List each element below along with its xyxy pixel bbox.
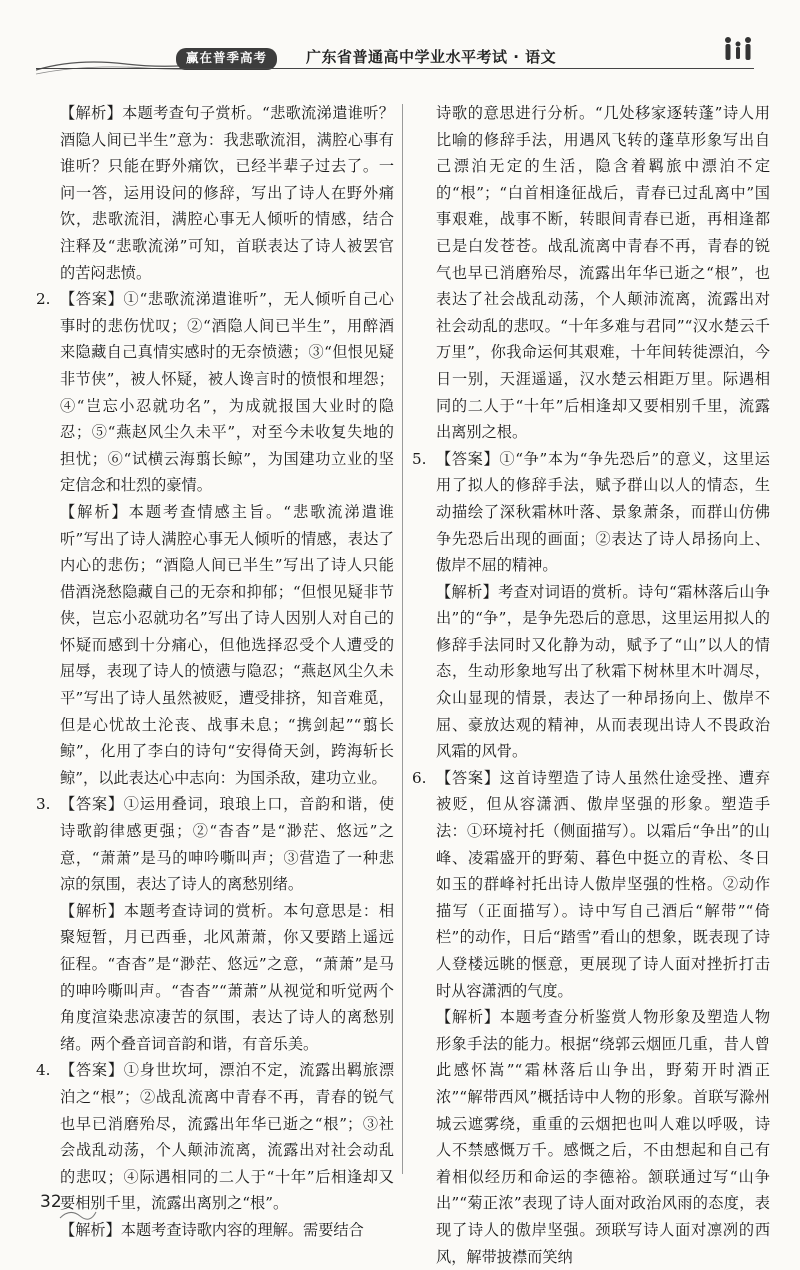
footer-ornament bbox=[58, 1206, 98, 1222]
item-text: 【答案】①身世坎坷，漂泊不定，流露出羁旅漂泊之“根”；②战乱流离中青春不再，青春的锐气也早已消磨殆尽，流露出年华已逝之“根”；③社会战乱动荡，个人颠沛流离，流露出对社会动乱的悲叹；④际遇相同的二人于“十年”后相逢却又要相别千里，流露出离别之“根”。 bbox=[60, 1061, 394, 1213]
column-divider bbox=[402, 104, 403, 1174]
header-rule bbox=[36, 68, 754, 69]
item-number: 6. bbox=[412, 768, 427, 787]
page-number: 32 bbox=[40, 1192, 62, 1212]
family-icon bbox=[720, 34, 756, 70]
item-number: 4. bbox=[36, 1061, 51, 1080]
answer-item bbox=[36, 286, 394, 499]
analysis-paragraph: 【解析】本题考查分析鉴赏人物形象及塑造人物形象手法的能力。根据“绕郭云烟匝几重，昔人曾此感怀嵩”“霜林落后山争出，野菊开时酒正浓”“解带西风”概括诗中人物的形象。首联写滁州城云遮雾绕，重重的云烟把也叫人难以呼吸，诗人不禁感慨万千。感慨之后，不由想起和自己有着相似经历和命运的李德裕。颔联通过写“山争出”“菊正浓”表现了诗人面对政治风雨的态度，表现了诗人的傲岸坚强。颈联写诗人面对凛冽的西风，解带披襟而笑纳 bbox=[436, 1008, 770, 1266]
item-text: 【答案】①运用叠词，琅琅上口，音韵和谐，使诗歌韵律感更强；②“杳杳”是“渺茫、悠远”之意，“萧萧”是马的呻吟嘶叫声；③营造了一种悲凉的氛围，表达了诗人的离愁别绪。 bbox=[60, 795, 394, 894]
right-column bbox=[412, 100, 770, 1270]
page-header bbox=[0, 0, 800, 86]
item-number: 3. bbox=[36, 795, 51, 814]
analysis-paragraph: 【解析】本题考查句子赏析。“悲歌流涕遣谁听？酒隐人间已半生”意为：我悲歌流泪，满腔心事有谁听？只能在野外痛饮，已经半辈子过去了。一问一答，运用设问的修辞，写出了诗人在野外痛饮，悲歌流泪，满腔心事无人倾听的情感，结合注释及“悲歌流涕”可知，首联表达了诗人被罢官的苦闷悲愤。 bbox=[60, 104, 394, 282]
answer-item bbox=[36, 791, 394, 897]
analysis-paragraph: 【解析】本题考查情感主旨。“悲歌流涕遣谁听”写出了诗人满腔心事无人倾听的情感，表达了内心的悲伤；“酒隐人间已半生”写出了诗人只能借酒浇愁隐藏自己的无奈和抑郁；“但恨见疑非节侠，岂忘小忍就功名”写出了诗人因别人对自己的怀疑而感到十分痛心，但他选择忍受个人遭受的屈辱，表现了诗人的愤懑与隐忍；“燕赵风尘久未平”写出了诗人虽然被贬，遭受排挤，知音难觅，但是心忧故土沦丧、战事未息；“携剑起”“翦长鲸”，化用了李白的诗句“安得倚天剑，跨海斩长鲸”，以此表达心中志向：为国杀敌，建功立业。 bbox=[60, 502, 394, 787]
analysis-paragraph: 【解析】本题考查诗歌内容的理解。需要结合 bbox=[60, 1220, 364, 1239]
analysis-paragraph: 【解析】考查对词语的赏析。诗句“霜林落后山争出”的“争”，是争先恐后的意思，这里运用拟人的修辞手法同时又化静为动，赋予了“山”以人的情态，生动形象地写出了秋霜下树林里木叶凋尽，众山显现的情景，表达了一种昂扬向上、傲岸不屈、豪放达观的精神，从而表现出诗人不畏政治风霜的风骨。 bbox=[436, 582, 770, 761]
analysis-paragraph: 诗歌的意思进行分析。“几处移家逐转蓬”诗人用比喻的修辞手法，用遇风飞转的蓬草形象写出自己漂泊无定的生活，隐含着羁旅中漂泊不定的“根”；“白首相逢征战后，青春已过乱离中”国事艰难，战事不断，转眼间青春已逝，再相逢都已是白发苍苍。战乱流离中青春不再，青春的锐气也早已消磨殆尽，流露出年华已逝之“根”，也表达了社会战乱动荡，个人颠沛流离，流露出对社会动乱的悲叹。“十年多难与君同”“汉水楚云千万里”，你我命运何其艰难，十年间转徙漂泊，今日一别，天涯遥遥，汉水楚云相距万里。际遇相同的二人于“十年”后相逢却又要相别千里，流露出离别之根。 bbox=[436, 104, 770, 442]
item-text: 【答案】这首诗塑造了诗人虽然仕途受挫、遭弃被贬，但从容潇洒、傲岸坚强的形象。塑造手法：①环境衬托（侧面描写）。以霜后“争出”的山峰、凌霜盛开的野菊、暮色中挺立的青松、冬日如玉的群峰衬托出诗人傲岸坚强的性格。②动作描写（正面描写）。诗中写自己酒后“解带”“倚栏”的动作，日后“踏雪”看山的想象，既表现了诗人登楼远眺的惬意，更展现了诗人面对挫折打击时从容潇洒的气度。 bbox=[436, 768, 770, 1000]
item-number: 5. bbox=[412, 449, 427, 468]
left-column bbox=[36, 100, 394, 1244]
answer-item bbox=[36, 1057, 394, 1217]
item-text: 【答案】①“争”本为“争先恐后”的意义，这里运用了拟人的修辞手法，赋予群山以人的情态，生动描绘了深秋霜林叶落、景象萧条，而群山仿佛争先恐后出现的画面；②表达了诗人昂扬向上、傲岸不屈的精神。 bbox=[436, 449, 770, 575]
item-text: 【答案】①“悲歌流涕遣谁听”，无人倾听自己心事时的悲伤忧叹；②“酒隐人间已半生”，用醉酒来隐藏自己真情实感时的无奈愤懑；③“但恨见疑非节侠”，被人怀疑，被人谗言时的愤恨和埋怨；④“岂忘小忍就功名”，为成就报国大业时的隐忍；⑤“燕赵风尘久未平”，对至今未收复失地的担忧；⑥“试横云海翦长鲸”，为国建功立业的坚定信念和壮烈的豪情。 bbox=[60, 290, 394, 495]
answer-item bbox=[412, 446, 770, 579]
analysis-paragraph: 【解析】本题考查诗词的赏析。本句意思是：相聚短暂，月已西垂，北风萧萧，你又要踏上遥远征程。“杳杳”是“渺茫、悠远”之意，“萧萧”是马的呻吟嘶叫声。“杳杳”“萧萧”从视觉和听觉两个角度渲染悲凉凄苦的氛围，表达了诗人的离愁别绪。两个叠音词音韵和谐，有音乐美。 bbox=[60, 901, 394, 1053]
brand-badge: 赢在普季高考 bbox=[176, 48, 277, 70]
header-title: 广东省普通高中学业水平考试 · 语文 bbox=[306, 48, 557, 66]
item-number: 2. bbox=[36, 290, 51, 309]
answer-item bbox=[412, 765, 770, 1004]
